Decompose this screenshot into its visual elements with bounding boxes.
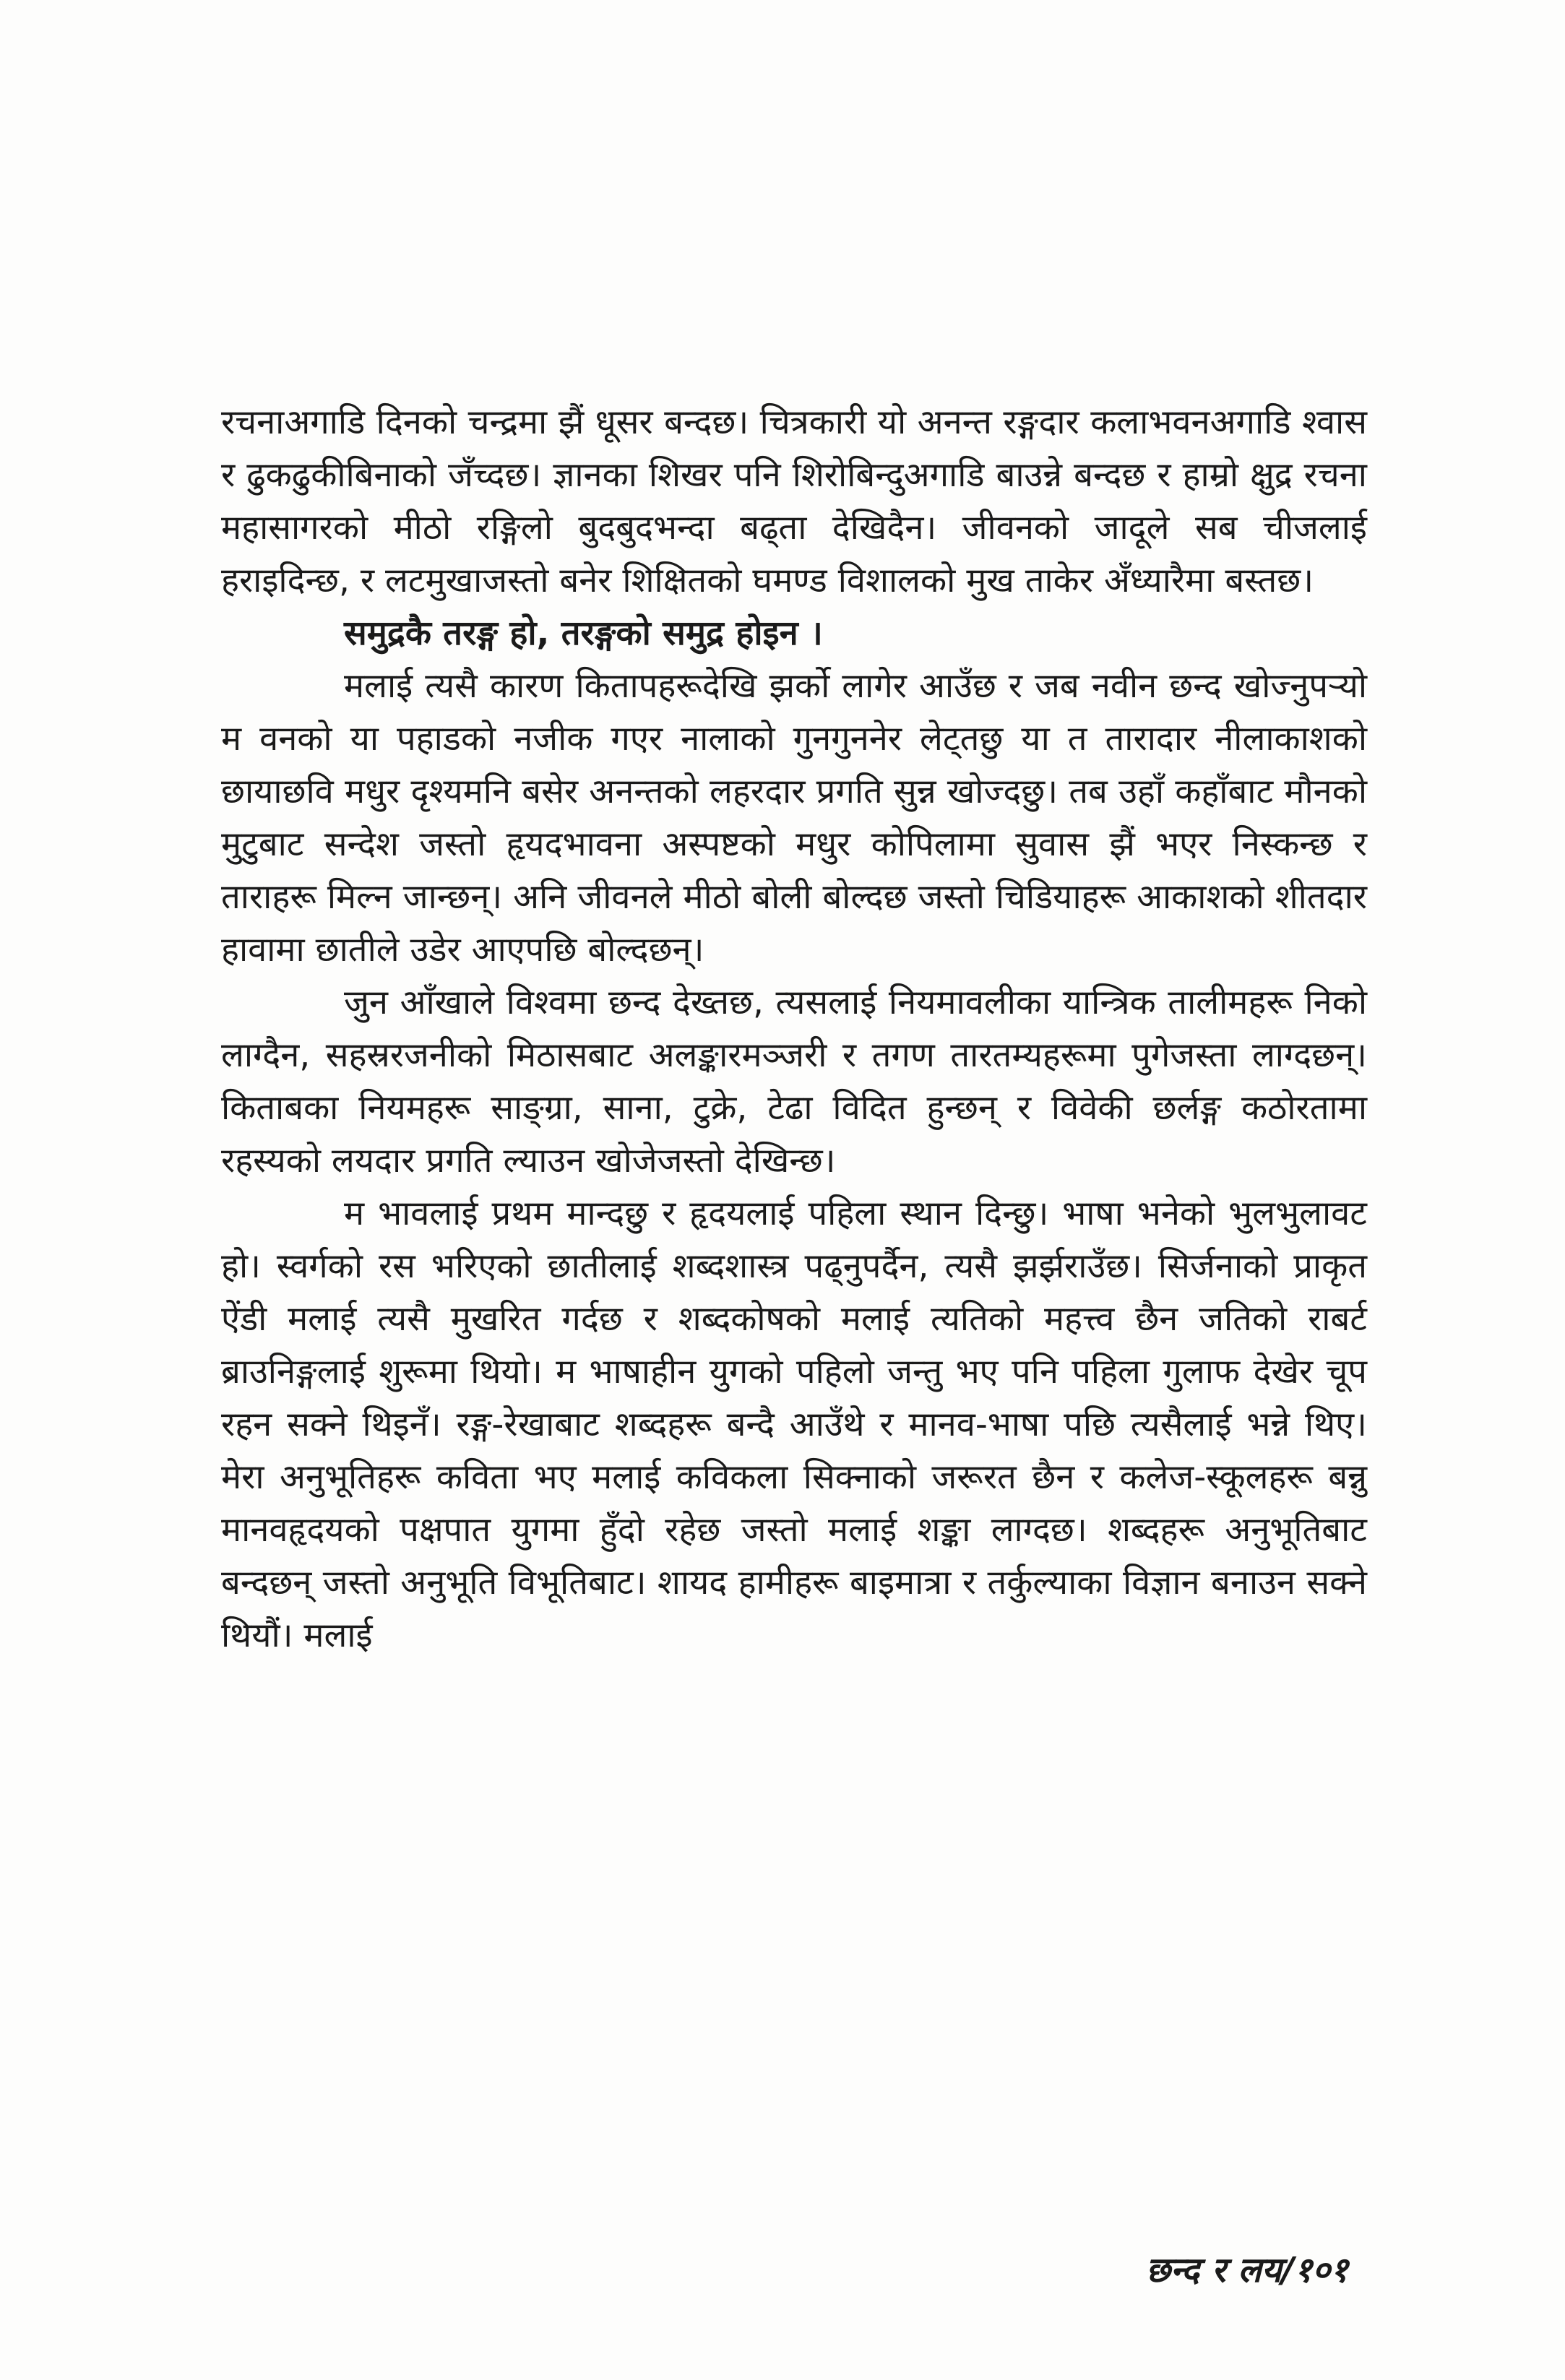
paragraph-2: मलाई त्यसै कारण कितापहरूदेखि झर्को लागेर आउँछ र जब नवीन छन्द खोज्नुपर्‍यो म वनको या पहाडको नजीक गएर नालाको गुनगुननेर लेट्तछु या त तारादार नीलाकाशको छायाछवि मधुर दृश्यमनि बसेर अनन्तको लहरदार प्रगति सुन्न खोज्दछु। तब उहाँ कहाँबाट मौनको मुटुबाट सन्देश जस्तो हृयदभावना अस्पष्टको मधुर कोपिलामा सुवास झैं भएर निस्कन्छ र ताराहरू मिल्न जान्छन्। अनि जीवनले मीठो बोली बोल्दछ जस्तो चिडियाहरू आकाशको शीतदार हावामा छातीले उडेर आएपछि बोल्दछन्। — [221, 666, 1367, 970]
section-heading: समुद्रकै तरङ्ग हो, तरङ्गको समुद्र होइन । — [344, 613, 823, 653]
running-title: छन्द र लय — [1146, 2250, 1282, 2290]
paragraph-4: म भावलाई प्रथम मान्दछु र हृदयलाई पहिला स्थान दिन्छु। भाषा भनेको भुलभुलावट हो। स्वर्गको रस भरिएको छातीलाई शब्दशास्त्र पढ्नुपर्दैन, त्यसै झर्झराउँछ। सिर्जनाको प्राकृत ऐंडी मलाई त्यसै मुखरित गर्दछ र शब्दकोषको मलाई त्यतिको महत्त्व छैन जतिको राबर्ट ब्राउनिङ्गलाई शुरूमा थियो। म भाषाहीन युगको पहिलो जन्तु भए पनि पहिला गुलाफ देखेर चूप रहन सक्ने थिइनँ। रङ्ग-रेखाबाट शब्दहरू बन्दै आउँथे र मानव-भाषा पछि त्यसैलाई भन्ने थिए। मेरा अनुभूतिहरू कविता भए मलाई कविकला सिक्नाको जरूरत छैन र कलेज-स्कूलहरू बन्नु मानवहृदयको पक्षपात युगमा हुँदो रहेछ जस्तो मलाई शङ्का लाग्दछ। शब्दहरू अनुभूतिबाट बन्दछन् जस्तो अनुभूति विभूतिबाट। शायद हामीहरू बाइमात्रा र तर्कुल्याका विज्ञान बनाउन सक्ने थियौं। मलाई — [221, 1194, 1367, 1655]
paragraph-3: जुन आँखाले विश्वमा छन्द देख्तछ, त्यसलाई नियमावलीका यान्त्रिक तालीमहरू निको लाग्दैन, सहस्ररजनीको मिठासबाट अलङ्कारमञ्जरी र तगण तारतम्यहरूमा पुगेजस्ता लाग्दछन्। किताबका नियमहरू साङ्ग्रा, साना, टुक्रे, टेढा विदित हुन्छन् र विवेकी छर्लङ्ग कठोरतामा रहस्यको लयदार प्रगति ल्याउन खोजेजस्तो देखिन्छ। — [221, 983, 1367, 1181]
body-text — [221, 396, 1367, 1662]
footer-separator: / — [1281, 2250, 1295, 2290]
page-number: १०१ — [1294, 2250, 1348, 2290]
paragraph-1: रचनाअगाडि दिनको चन्द्रमा झैं धूसर बन्दछ। चित्रकारी यो अनन्त रङ्गदार कलाभवनअगाडि श्वास र ढुकढुकीबिनाको जँच्दछ। ज्ञानका शिखर पनि शिरोबिन्दुअगाडि बाउन्ने बन्दछ र हाम्रो क्षुद्र रचना महासागरको मीठो रङ्गिलो बुदबुदभन्दा बढ्ता देखिदैन। जीवनको जादूले सब चीजलाई हराइदिन्छ, र लटमुखाजस्तो बनेर शिक्षितको घमण्ड विशालको मुख ताकेर अँध्यारैमा बस्तछ। — [221, 402, 1367, 600]
page-footer — [1146, 2246, 1348, 2293]
